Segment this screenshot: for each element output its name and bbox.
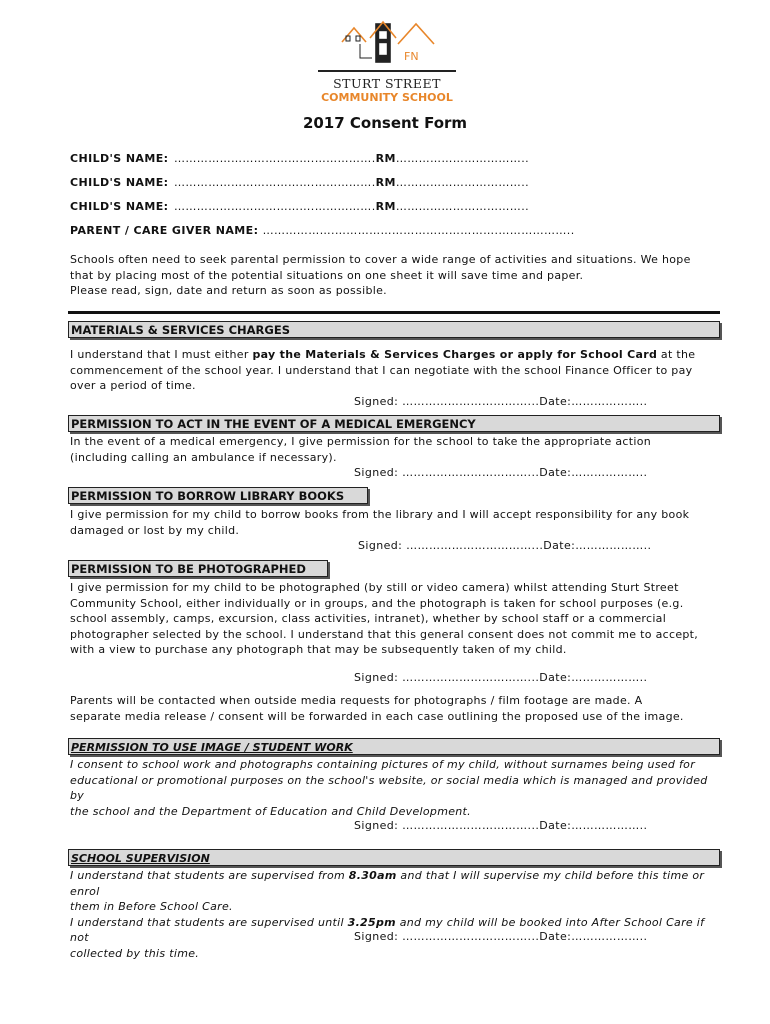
time-text: 3.25pm — [347, 915, 396, 929]
signature-line[interactable]: Signed: ……………………………...Date:……………….. — [354, 395, 648, 408]
heading-text: SCHOOL SUPERVISION — [71, 852, 210, 865]
rm-dots: …………………………….. — [395, 200, 530, 213]
signature-line[interactable]: Signed: ……………………………...Date:……………….. — [354, 671, 648, 684]
media-note — [70, 693, 720, 724]
logo-name-line1: STURT STREET — [333, 76, 441, 91]
field-dots: ……………………………….……………. — [174, 176, 376, 189]
text-line: I consent to school work and photographs containing pictures of my child, without surnames being used for — [70, 758, 696, 771]
text-line: photographer selected by the school. I understand that this general consent does not commit me to accept, — [70, 627, 699, 641]
school-buildings-icon — [340, 18, 436, 70]
signature-line[interactable]: Signed: ……………………………...Date:……………….. — [358, 539, 652, 552]
rm-label: RM — [375, 200, 396, 213]
intro-line: Please read, sign, date and return as soon as possible. — [70, 284, 387, 297]
library-heading — [68, 487, 368, 504]
field-dots: ……………………………….……………. — [174, 200, 376, 213]
text-line: damaged or lost by my child. — [70, 523, 240, 537]
school-logo — [318, 18, 458, 104]
form-title: 2017 Consent Form — [302, 114, 468, 132]
text: I understand that students are supervised from — [70, 869, 349, 882]
svg-text:FN: FN — [404, 50, 419, 63]
field-label: PARENT / CARE GIVER NAME: — [70, 224, 259, 237]
rm-label: RM — [375, 152, 396, 165]
rm-dots: …………………………….. — [395, 176, 530, 189]
text-line: commencement of the school year. I understand that I can negotiate with the school Finance Officer to pay — [70, 363, 693, 377]
intro-text — [70, 252, 720, 299]
field-label: CHILD'S NAME: — [70, 152, 169, 165]
signature-line[interactable]: Signed: ……………………………...Date:……………….. — [354, 930, 648, 943]
library-text — [70, 507, 720, 538]
text-line: Community School, either individually or in groups, and the photograph is taken for school purposes (e.g. — [70, 596, 684, 610]
text-line: over a period of time. — [70, 379, 196, 392]
field-label: CHILD'S NAME: — [70, 176, 169, 189]
heading-text: PERMISSION TO BORROW LIBRARY BOOKS — [71, 489, 345, 503]
text: at the — [657, 348, 696, 361]
text-line: In the event of a medical emergency, I give permission for the school to take the appropriate action — [70, 435, 652, 448]
signature-line[interactable]: Signed: ……………………………...Date:……………….. — [354, 819, 648, 832]
supervision-heading — [68, 849, 720, 866]
medical-heading — [68, 415, 720, 432]
text: I understand that I must either — [70, 348, 253, 361]
heading-text: MATERIALS & SERVICES CHARGES — [71, 323, 290, 337]
time-text: 8.30am — [348, 869, 397, 882]
text-line: Parents will be contacted when outside media requests for photographs / film footage are made. A — [70, 694, 643, 707]
signature-line[interactable]: Signed: ……………………………...Date:……………….. — [354, 466, 648, 479]
text: and my child will be booked into After School Care if not — [70, 915, 705, 944]
text-line: school assembly, camps, excursion, class activities, intranet), whether by school staff or a commercial — [70, 612, 667, 625]
materials-text — [70, 347, 720, 394]
parent-name-field[interactable] — [70, 224, 575, 237]
text-line: separate media release / consent will be forwarded in each case outlining the proposed use of the image. — [70, 709, 684, 723]
heading-text: PERMISSION TO ACT IN THE EVENT OF A MEDICAL EMERGENCY — [71, 417, 476, 431]
child-name-field-1[interactable] — [70, 152, 529, 165]
text-line: educational or promotional purposes on the school's website, or social media which is managed and provided by — [70, 773, 708, 802]
materials-heading — [68, 321, 720, 338]
text-line: I give permission for my child to be photographed (by still or video camera) whilst attending Sturt Street — [70, 581, 679, 594]
text-line: (including calling an ambulance if necessary). — [70, 450, 337, 464]
heading-text: PERMISSION TO USE IMAGE / STUDENT WORK — [71, 741, 353, 754]
text-line: I give permission for my child to borrow books from the library and I will accept responsibility for any book — [70, 508, 690, 521]
child-name-field-2[interactable] — [70, 176, 529, 189]
child-name-field-3[interactable] — [70, 200, 529, 213]
medical-text — [70, 434, 720, 465]
field-dots: ……………………………….……………. — [174, 152, 376, 165]
text-line: them in Before School Care. — [70, 900, 233, 913]
logo-name-line2: COMMUNITY SCHOOL — [321, 91, 453, 104]
bold-text: pay the Materials & Services Charges or apply for School Card — [252, 348, 658, 361]
field-dots: ……………….…………………………………….……………….. — [262, 224, 575, 237]
text: and that I will supervise my child before this time or enrol — [70, 869, 705, 898]
rm-label: RM — [375, 176, 396, 189]
supervision-text — [70, 868, 720, 961]
text: I understand that students are supervised until — [70, 915, 348, 929]
image-text — [70, 757, 720, 819]
text-line: the school and the Department of Education and Child Development. — [70, 804, 471, 818]
image-heading — [68, 738, 720, 755]
text-line: collected by this time. — [70, 946, 200, 960]
intro-line: Schools often need to seek parental permission to cover a wide range of activities and situations. We hope — [70, 253, 691, 266]
photo-heading — [68, 560, 328, 577]
intro-line: that by placing most of the potential situations on one sheet it will save time and paper. — [70, 268, 584, 282]
rm-dots: …………………………….. — [395, 152, 530, 165]
section-divider — [68, 311, 720, 314]
field-label: CHILD'S NAME: — [70, 200, 169, 213]
logo-rule — [318, 70, 456, 72]
photo-text — [70, 580, 720, 658]
text-line: with a view to purchase any photograph that may be subsequently taken of my child. — [70, 643, 567, 656]
heading-text: PERMISSION TO BE PHOTOGRAPHED — [71, 562, 306, 576]
